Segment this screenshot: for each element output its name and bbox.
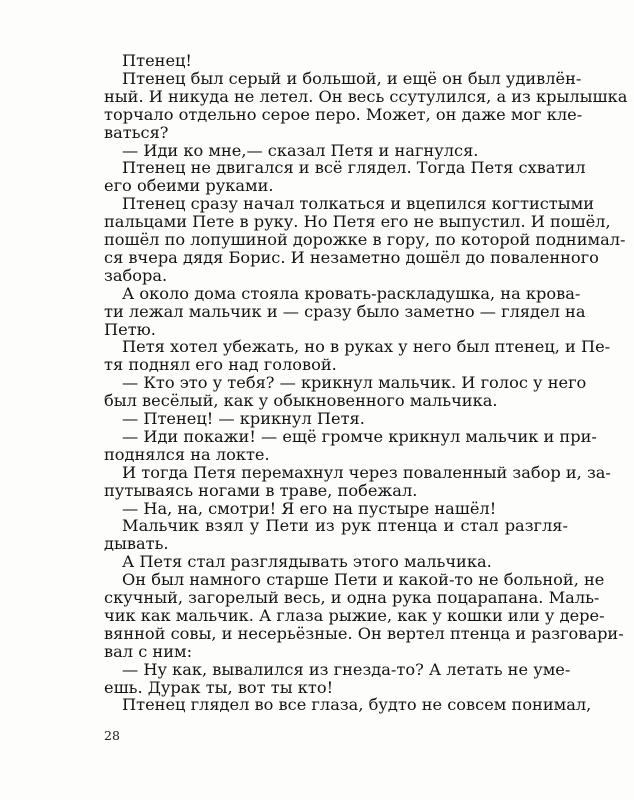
text-line: — Иди покажи! — ещё громче крикнул мальчик и при- — [122, 426, 597, 446]
text-line: И тогда Петя перемахнул через поваленный забор и, за- — [122, 462, 611, 482]
text-line: путываясь ногами в траве, побежал. — [104, 480, 418, 500]
text-line: Птенец не двигался и всё глядел. Тогда Петя схватил — [122, 158, 586, 178]
text-line: — Ну как, вывалился из гнезда-то? А летать не уме- — [122, 659, 571, 679]
text-line: ти лежал мальчик и — сразу было заметно — глядел на — [104, 301, 586, 321]
text-line: — Иди ко мне,— сказал Петя и нагнулся. — [122, 140, 479, 160]
text-line: ный. И никуда не летел. Он весь ссутулился, а из крылышка — [104, 86, 628, 106]
text-line: поднялся на локте. — [104, 444, 270, 464]
page-number: 28 — [104, 728, 120, 743]
text-line: скучный, загорелый весь, и одна рука поцарапана. Маль- — [104, 588, 600, 607]
text-line: Петя хотел убежать, но в руках у него был птенец, и Пе- — [122, 337, 611, 357]
text-line: Он был намного старше Пети и какой-то не больной, не — [122, 570, 605, 590]
text-line: ся вчера дядя Борис. И незаметно дошёл до поваленного — [104, 247, 599, 267]
text-line: ешь. Дурак ты, вот ты кто! — [104, 677, 334, 697]
text-line: дывать. — [104, 534, 169, 554]
text-line: Птенец! — [122, 51, 192, 70]
text-line: чик как мальчик. А глаза рыжие, как у кошки или у дере- — [104, 605, 605, 625]
text-line: вал с ним: — [104, 641, 193, 661]
text-line: Птенец был серый и большой, и ещё он был удивлён- — [122, 68, 582, 88]
text-line: Мальчик взял у Пети из рук птенца и стал разгля- — [122, 516, 568, 536]
text-line: тя поднял его над головой. — [104, 355, 337, 375]
text-line: забора. — [104, 265, 168, 285]
text-line: пошёл по лопушиной дорожке в гору, по которой поднимал- — [104, 230, 626, 249]
text-line: — На, на, смотри! Я его на пустыре нашёл! — [122, 498, 497, 518]
text-line: А Петя стал разглядывать этого мальчика. — [122, 552, 492, 572]
text-line: — Кто это у тебя? — крикнул мальчик. И голос у него — [122, 373, 587, 393]
text-line: торчало отдельно серое перо. Может, он даже мог кле- — [104, 104, 583, 124]
text-line: ваться? — [104, 122, 169, 142]
text-line: его обеими руками. — [104, 176, 274, 196]
text-line: Петю. — [104, 319, 156, 339]
text-line: был весёлый, как у обыкновенного мальчика. — [104, 391, 498, 411]
text-line: пальцами Пете в руку. Но Петя его не выпустил. И пошёл, — [104, 212, 611, 232]
text-line: — Птенец! — крикнул Петя. — [122, 409, 365, 428]
text-line: Птенец глядел во все глаза, будто не совсем понимал, — [122, 695, 592, 715]
text-line: А около дома стояла кровать-раскладушка, на крова- — [122, 283, 581, 303]
text-line: Птенец сразу начал толкаться и вцепился когтистыми — [122, 194, 595, 214]
text-line: вянной совы, и несерьёзные. Он вертел птенца и разговари- — [104, 623, 624, 643]
